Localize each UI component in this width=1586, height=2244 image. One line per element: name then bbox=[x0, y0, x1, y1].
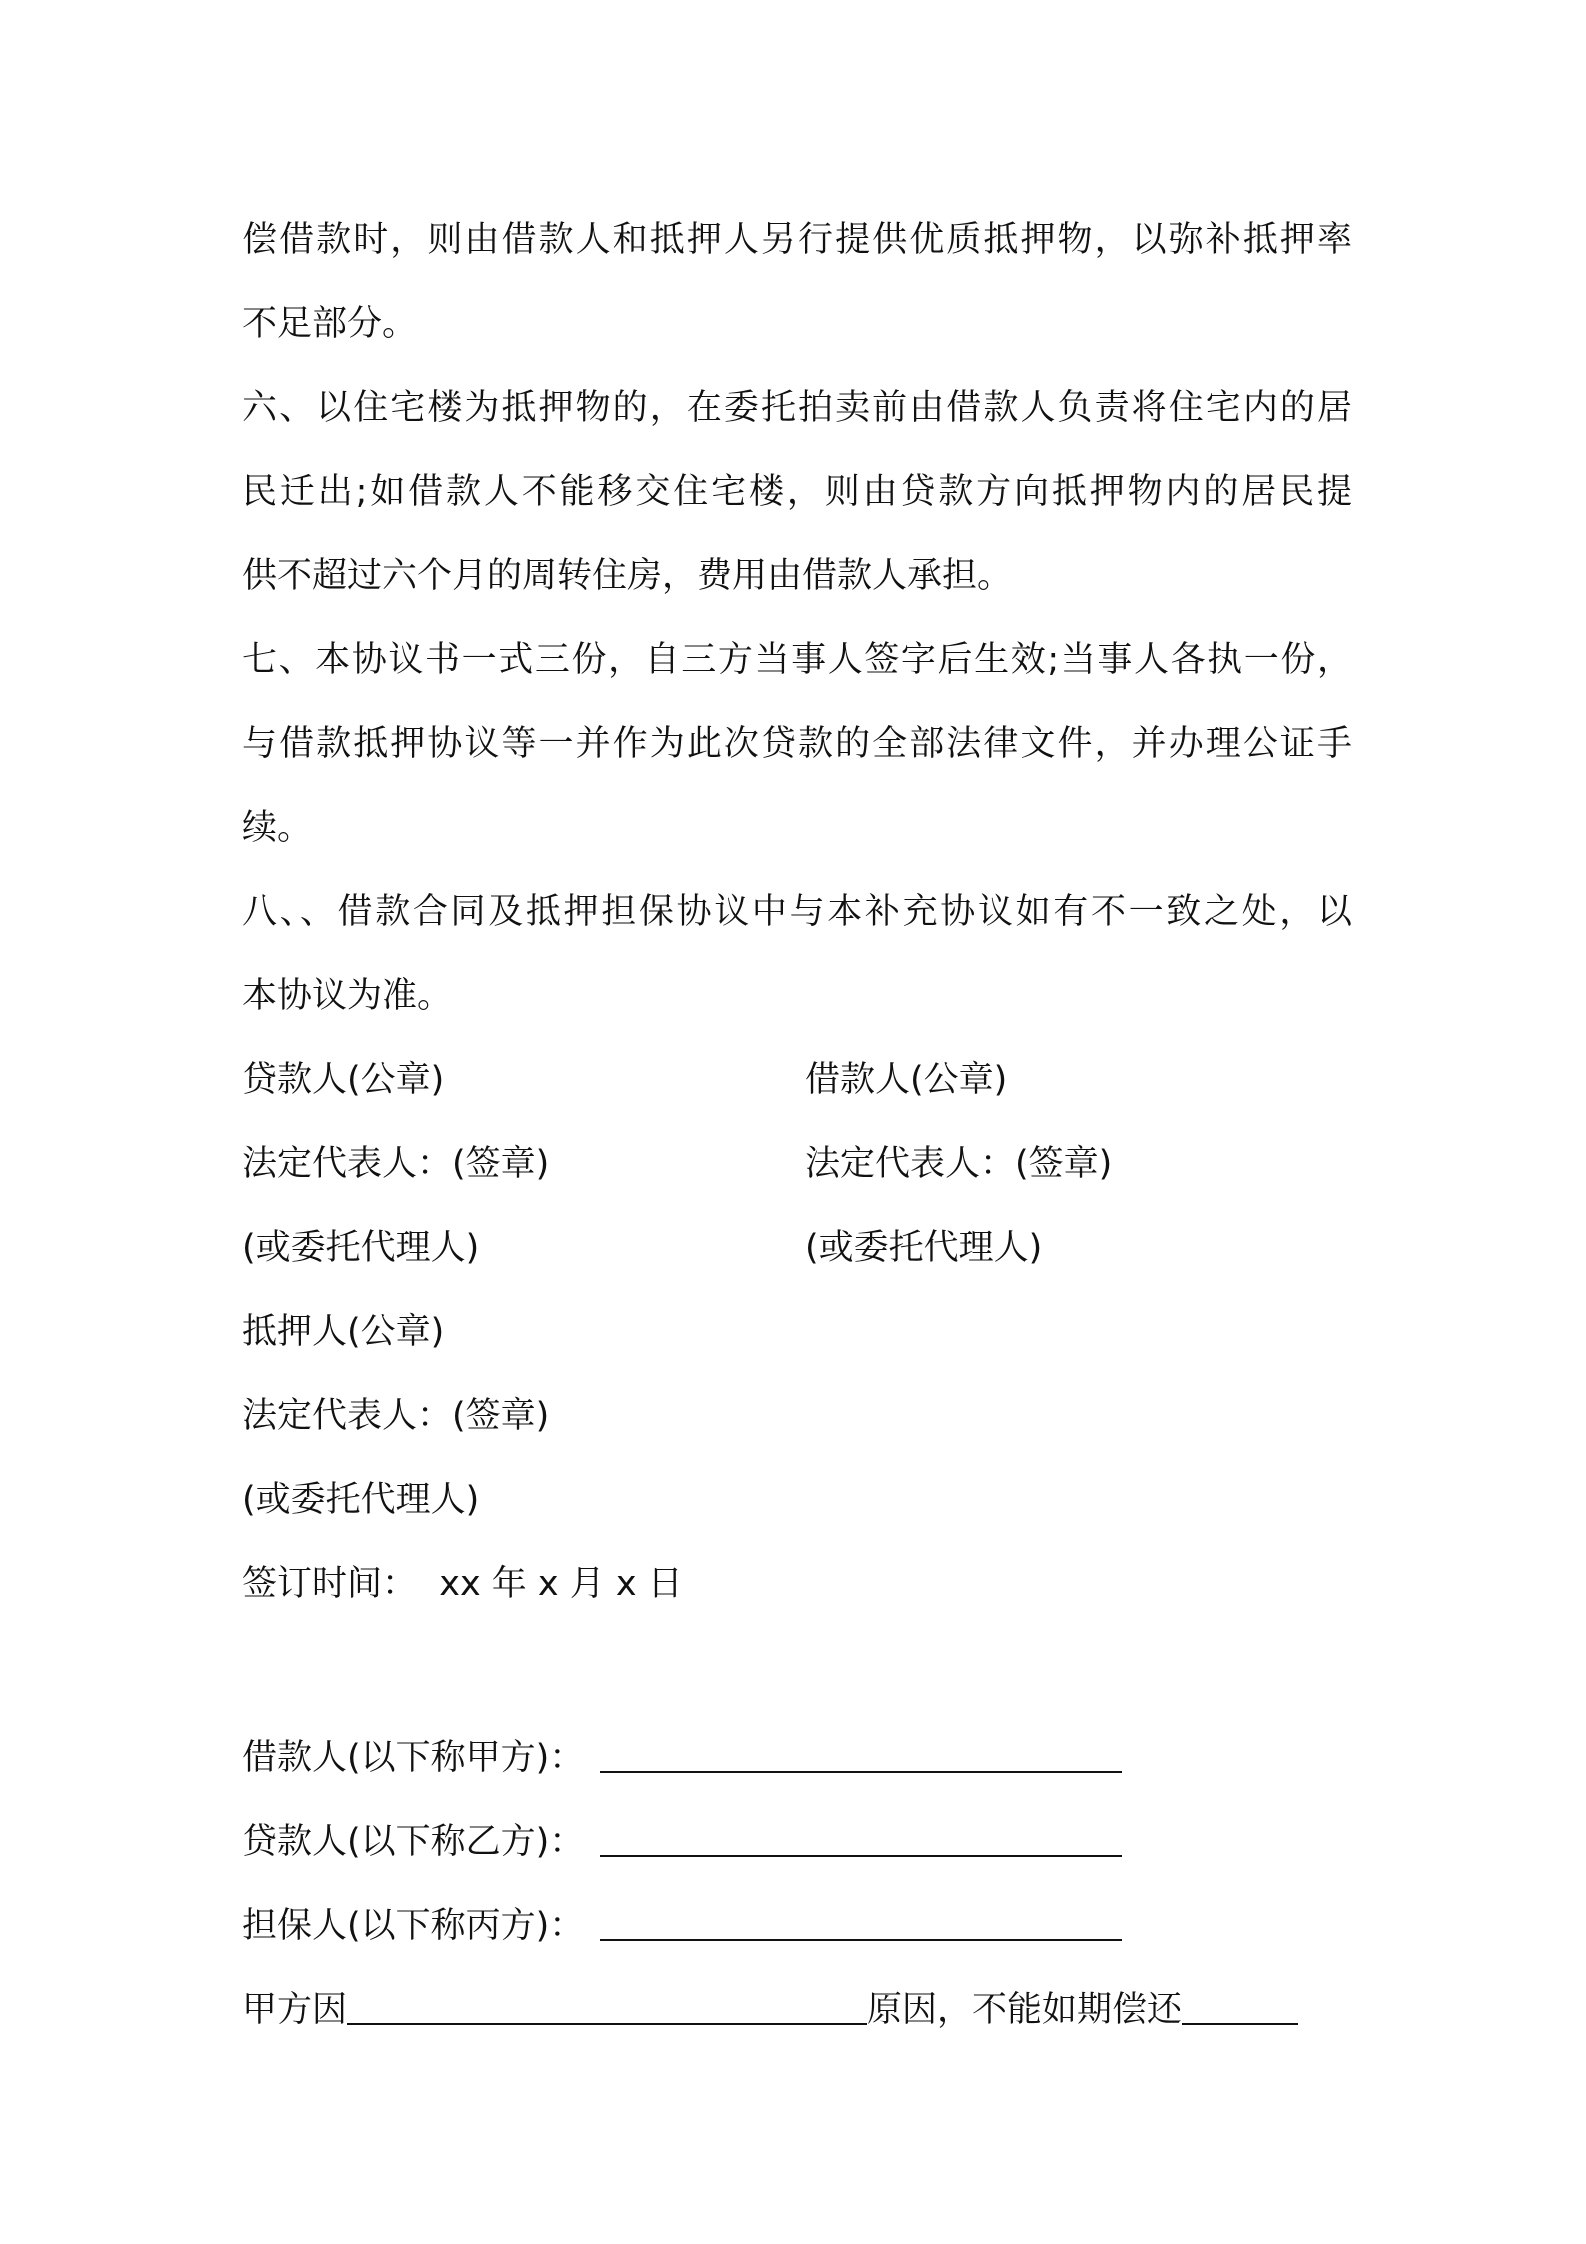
borrower-seal-label: 借款人(公章) bbox=[805, 1060, 1008, 1100]
party-a-row bbox=[242, 1716, 1352, 1800]
clause-7-line: 与借款抵押协议等一并作为此次贷款的全部法律文件，并办理公证手 bbox=[242, 724, 1352, 764]
agent-row bbox=[242, 1206, 1352, 1290]
clause-8-line: 八、、借款合同及抵押担保协议中与本补充协议如有不一致之处，以 bbox=[242, 892, 1352, 932]
mortgagor-seal-label: 抵押人(公章) bbox=[242, 1312, 445, 1352]
borrower-agent-label: (或委托代理人) bbox=[805, 1228, 1043, 1268]
mortgagor-representative-label: 法定代表人：(签章) bbox=[242, 1396, 550, 1436]
clause-7-line: 续。 bbox=[242, 808, 313, 848]
clause-6-line: 六、以住宅楼为抵押物的，在委托拍卖前由借款人负责将住宅内的居 bbox=[242, 388, 1352, 428]
lender-agent-label: (或委托代理人) bbox=[242, 1228, 480, 1268]
clause-7-line: 七、本协议书一式三份，自三方当事人签字后生效;当事人各执一份， bbox=[242, 640, 1352, 680]
reason-blank[interactable] bbox=[347, 1991, 867, 2025]
party-b-blank[interactable] bbox=[600, 1823, 1122, 1857]
reason-middle: 原因，不能如期偿还 bbox=[867, 1990, 1183, 2030]
paragraph-line: 偿借款时，则由借款人和抵押人另行提供优质抵押物，以弥补抵押率 bbox=[242, 220, 1352, 260]
reason-row bbox=[242, 1968, 1352, 2052]
party-b-label: 贷款人(以下称乙方)： bbox=[242, 1822, 585, 1862]
party-a-label: 借款人(以下称甲方)： bbox=[242, 1738, 585, 1778]
party-c-row bbox=[242, 1884, 1352, 1968]
document-body bbox=[242, 198, 1352, 2052]
clause-8-line: 本协议为准。 bbox=[242, 976, 453, 1016]
seal-row bbox=[242, 1038, 1352, 1122]
borrower-representative-label: 法定代表人：(签章) bbox=[805, 1144, 1113, 1184]
party-a-blank[interactable] bbox=[600, 1739, 1122, 1773]
clause-6-line: 供不超过六个月的周转住房，费用由借款人承担。 bbox=[242, 556, 1013, 596]
representative-row bbox=[242, 1122, 1352, 1206]
repayment-blank[interactable] bbox=[1182, 1991, 1298, 2025]
party-b-row bbox=[242, 1800, 1352, 1884]
reason-prefix: 甲方因 bbox=[242, 1990, 348, 2030]
lender-seal-label: 贷款人(公章) bbox=[242, 1060, 445, 1100]
paragraph-line: 不足部分。 bbox=[242, 304, 418, 344]
clause-6-line: 民迁出;如借款人不能移交住宅楼，则由贷款方向抵押物内的居民提 bbox=[242, 472, 1352, 512]
mortgagor-agent-label: (或委托代理人) bbox=[242, 1480, 480, 1520]
party-c-label: 担保人(以下称丙方)： bbox=[242, 1906, 585, 1946]
section-spacer bbox=[242, 1626, 1352, 1716]
sign-date-label: 签订时间： xx 年 x 月 x 日 bbox=[242, 1564, 683, 1604]
party-c-blank[interactable] bbox=[600, 1907, 1122, 1941]
lender-representative-label: 法定代表人：(签章) bbox=[242, 1144, 550, 1184]
